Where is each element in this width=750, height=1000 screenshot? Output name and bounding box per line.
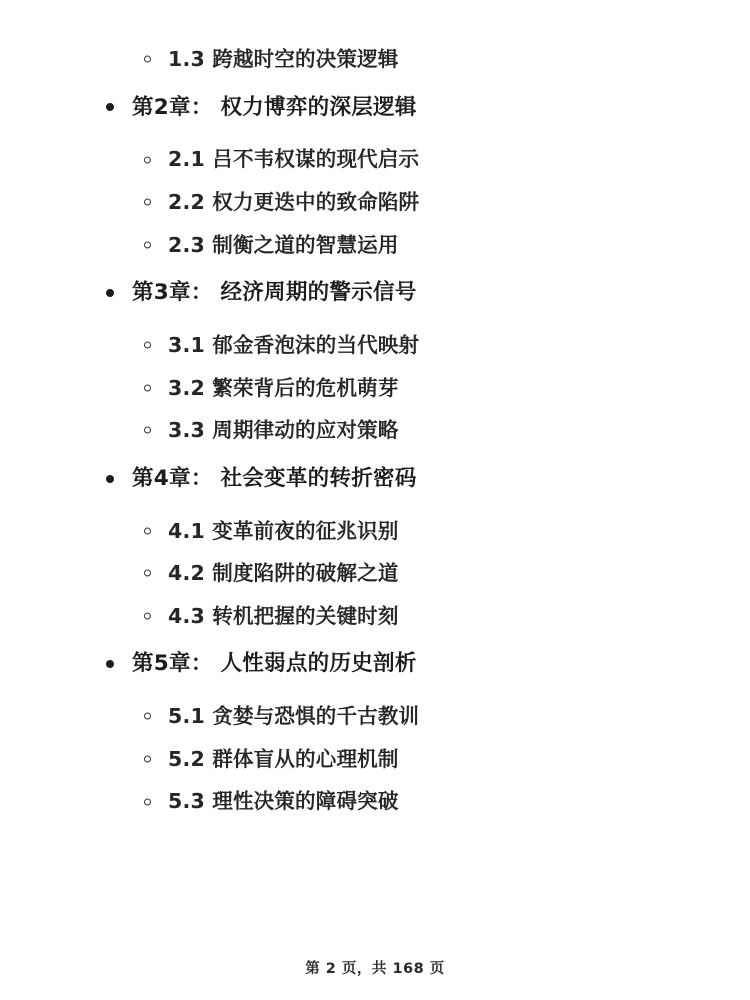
toc-section-item[interactable]: 1.3 跨越时空的决策逻辑 — [60, 38, 690, 81]
toc-section-item[interactable]: 2.2 权力更迭中的致命陷阱 — [60, 181, 690, 224]
page-footer: 第 2 页，共 168 页 — [305, 961, 445, 977]
table-of-contents — [60, 38, 690, 823]
toc-section-item[interactable]: 5.1 贪婪与恐惧的千古教训 — [60, 695, 690, 738]
toc-section-item[interactable]: 5.2 群体盲从的心理机制 — [60, 738, 690, 781]
toc-chapter-item[interactable]: 第5章： 人性弱点的历史剖析 — [60, 637, 690, 691]
toc-section-item[interactable]: 2.3 制衡之道的智慧运用 — [60, 224, 690, 267]
toc-section-item[interactable]: 3.1 郁金香泡沫的当代映射 — [60, 324, 690, 367]
toc-chapter-item[interactable]: 第3章： 经济周期的警示信号 — [60, 266, 690, 320]
toc-section-item[interactable]: 4.3 转机把握的关键时刻 — [60, 595, 690, 638]
toc-section-item[interactable]: 4.2 制度陷阱的破解之道 — [60, 552, 690, 595]
toc-section-item[interactable]: 4.1 变革前夜的征兆识别 — [60, 510, 690, 553]
toc-chapter-item[interactable]: 第4章： 社会变革的转折密码 — [60, 452, 690, 506]
toc-section-item[interactable]: 5.3 理性决策的障碍突破 — [60, 780, 690, 823]
toc-chapter-item[interactable]: 第2章： 权力博弈的深层逻辑 — [60, 81, 690, 135]
toc-section-item[interactable]: 2.1 吕不韦权谋的现代启示 — [60, 138, 690, 181]
toc-section-item[interactable]: 3.2 繁荣背后的危机萌芽 — [60, 367, 690, 410]
toc-section-item[interactable]: 3.3 周期律动的应对策略 — [60, 409, 690, 452]
